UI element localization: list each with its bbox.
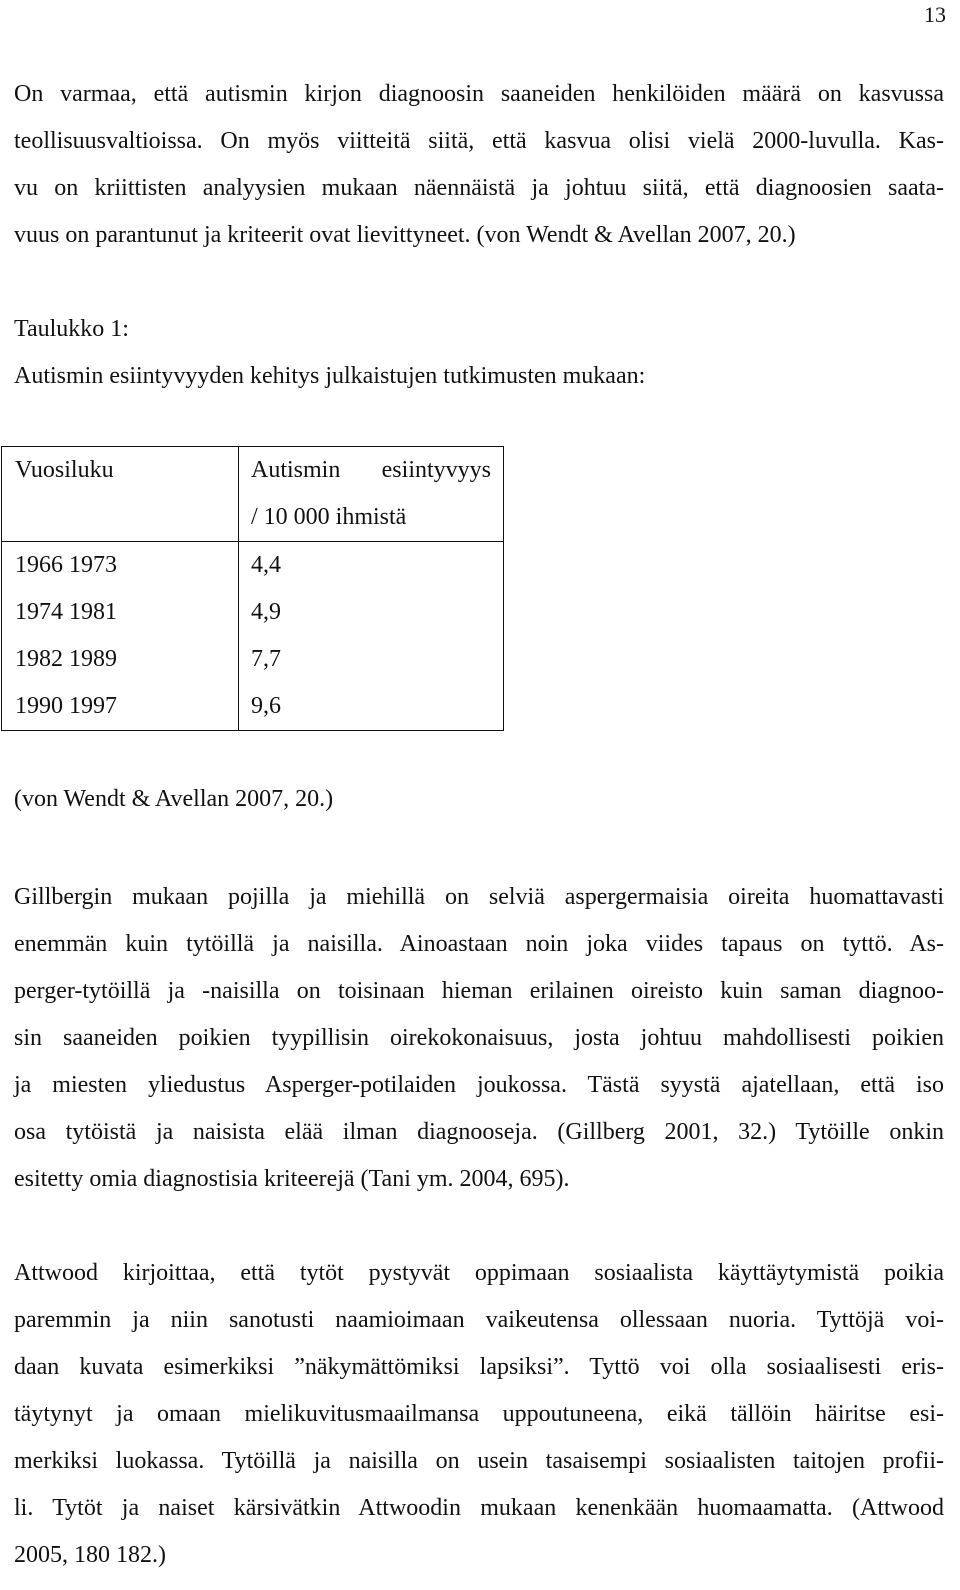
attwood-paragraph bbox=[14, 1250, 944, 1579]
prevalence-table bbox=[1, 446, 504, 731]
intro-line: vu on kriittisten analyysien mukaan näennäistä ja johtuu siitä, että diagnoosien saata- bbox=[14, 175, 944, 201]
body-cell-values bbox=[239, 542, 504, 731]
intro-line: On varmaa, että autismin kirjon diagnoosin saaneiden henkilöiden määrä on kasvussa bbox=[14, 81, 944, 107]
paragraph-line: täytynyt ja omaan mielikuvitusmaailmansa uppoutuneena, eikä tällöin häiritse esi- bbox=[14, 1401, 944, 1427]
intro-paragraph bbox=[14, 71, 944, 259]
header-cell-prevalence bbox=[239, 447, 504, 542]
row-years: 1990 1997 bbox=[15, 693, 117, 719]
row-value: 9,6 bbox=[251, 693, 281, 719]
row-value: 4,4 bbox=[251, 552, 281, 578]
paragraph-line: 2005, 180 182.) bbox=[14, 1542, 166, 1568]
paragraph-line: sin saaneiden poikien tyypillisin oirekokonaisuus, josta johtuu mahdollisesti poikien bbox=[14, 1025, 944, 1051]
row-years: 1966 1973 bbox=[15, 552, 117, 578]
source-citation: (von Wendt & Avellan 2007, 20.) bbox=[14, 786, 334, 812]
header-prevalence-unit: / 10 000 ihmistä bbox=[251, 504, 407, 530]
row-value: 7,7 bbox=[251, 646, 281, 672]
header-prevalence-label: Autismin esiintyvyys bbox=[251, 457, 491, 483]
intro-line: teollisuusvaltioissa. On myös viitteitä siitä, että kasvua olisi vielä 2000-luvulla. Kas- bbox=[14, 128, 944, 154]
page-number: 13 bbox=[924, 2, 946, 27]
paragraph-line: merkiksi luokassa. Tytöillä ja naisilla on usein tasaisempi sosiaalisten taitojen profii- bbox=[14, 1448, 944, 1474]
paragraph-line: li. Tytöt ja naiset kärsivätkin Attwoodin mukaan kenenkään huomaamatta. (Attwood bbox=[14, 1495, 944, 1521]
paragraph-line: ja miesten yliedustus Asperger-potilaiden joukossa. Tästä syystä ajatellaan, että iso bbox=[14, 1072, 944, 1098]
paragraph-line: paremmin ja niin sanotusti naamioimaan vaikeutensa ollessaan nuoria. Tyttöjä voi- bbox=[14, 1307, 944, 1333]
gillberg-paragraph bbox=[14, 874, 944, 1203]
paragraph-line: esitetty omia diagnostisia kriteerejä (Tani ym. 2004, 695). bbox=[14, 1166, 570, 1192]
table-source bbox=[14, 776, 944, 823]
row-years: 1982 1989 bbox=[15, 646, 117, 672]
header-cell-year bbox=[2, 447, 239, 542]
paragraph-line: Gillbergin mukaan pojilla ja miehillä on selviä aspergermaisia oireita huomattavasti bbox=[14, 884, 944, 910]
paragraph-line: daan kuvata esimerkiksi ”näkymättömiksi lapsiksi”. Tyttö voi olla sosiaalisesti eris- bbox=[14, 1354, 944, 1380]
table-caption bbox=[14, 306, 944, 400]
paragraph-line: enemmän kuin tytöillä ja naisilla. Ainoastaan noin joka viides tapaus on tyttö. As- bbox=[14, 931, 944, 957]
body-cell-years bbox=[2, 542, 239, 731]
header-year-label: Vuosiluku bbox=[15, 457, 114, 483]
paragraph-line: perger-tytöillä ja -naisilla on toisinaan hieman erilainen oireisto kuin saman diagnoo- bbox=[14, 978, 944, 1004]
caption-title: Autismin esiintyvyyden kehitys julkaistujen tutkimusten mukaan: bbox=[14, 363, 646, 389]
paragraph-line: Attwood kirjoittaa, että tytöt pystyvät oppimaan sosiaalista käyttäytymistä poikia bbox=[14, 1260, 944, 1286]
caption-label: Taulukko 1: bbox=[14, 316, 129, 342]
table-header-row bbox=[2, 447, 504, 542]
table-body-row bbox=[2, 542, 504, 731]
paragraph-line: osa tytöistä ja naisista elää ilman diagnooseja. (Gillberg 2001, 32.) Tytöille onkin bbox=[14, 1119, 944, 1145]
row-value: 4,9 bbox=[251, 599, 281, 625]
intro-line: vuus on parantunut ja kriteerit ovat lievittyneet. (von Wendt & Avellan 2007, 20.) bbox=[14, 222, 796, 248]
row-years: 1974 1981 bbox=[15, 599, 117, 625]
